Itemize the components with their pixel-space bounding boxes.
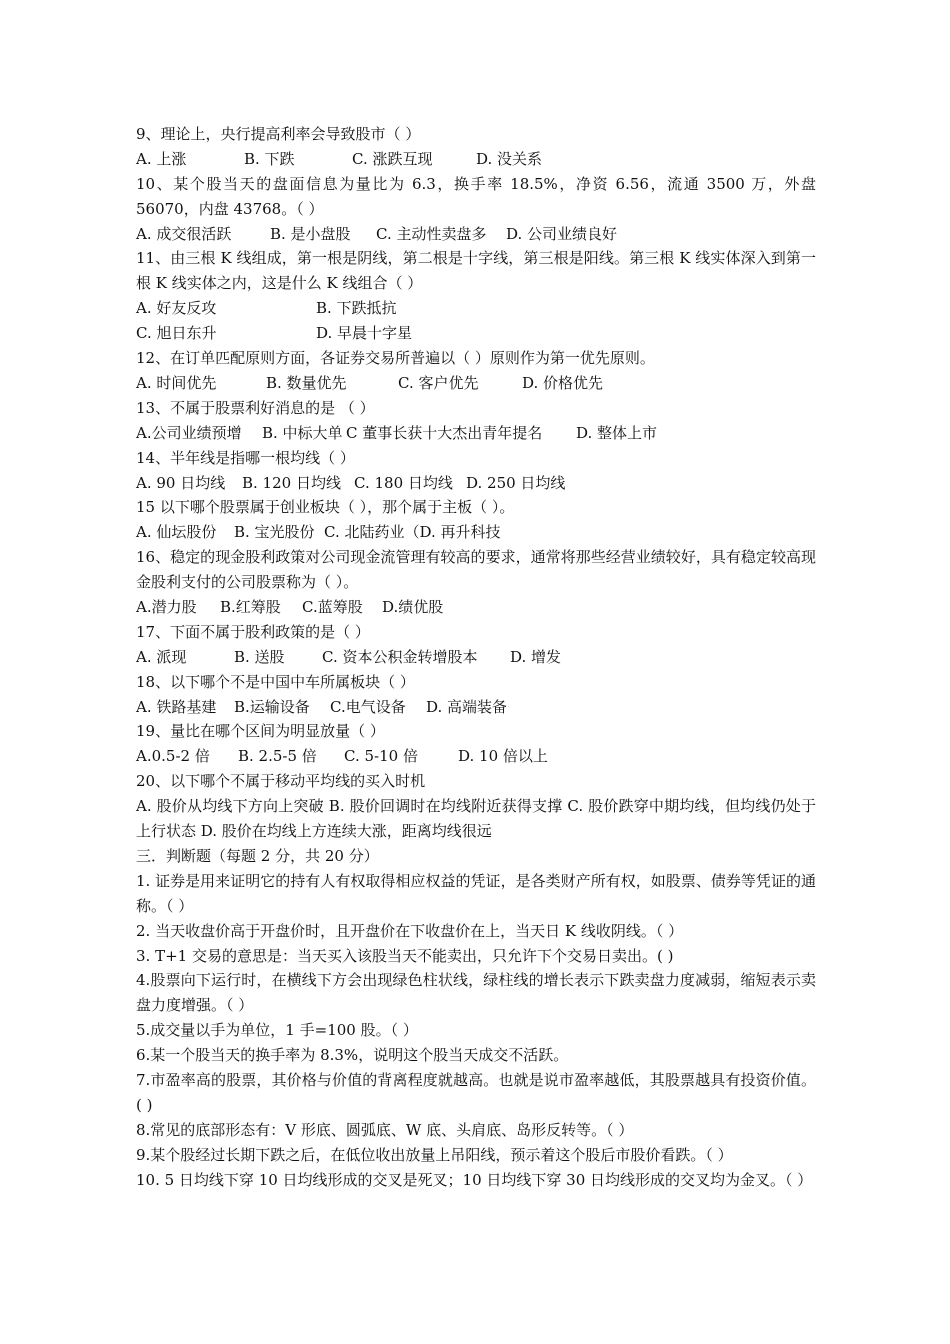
question-14-option-d: D. 250 日均线 (466, 473, 566, 492)
question-9-options (136, 147, 816, 172)
question-14-option-b: B. 120 日均线 (242, 473, 341, 492)
judgment-8: 8.常见的底部形态有：V 形底、圆弧底、W 底、头肩底、岛形反转等。（ ） (136, 1120, 634, 1139)
question-15-stem: 15 以下哪个股票属于创业板块（ ），那个属于主板（ ）。 (136, 498, 515, 517)
question-16-option-d: D.绩优股 (382, 598, 444, 617)
question-19-stem: 19、量比在哪个区间为明显放量（ ） (136, 722, 385, 741)
question-14-stem: 14、半年线是指哪一根均线（ ） (136, 448, 355, 467)
question-18-option-b: B.运输设备 (234, 697, 310, 716)
question-14-option-c: C. 180 日均线 (354, 473, 453, 492)
question-17-option-a: A. 派现 (136, 647, 187, 666)
question-9-option-b: B. 下跌 (244, 149, 295, 168)
question-19-option-d: D. 10 倍以上 (458, 747, 548, 766)
question-17-stem: 17、下面不属于股利政策的是（ ） (136, 622, 370, 641)
question-11-options-ab (136, 296, 816, 321)
question-15-option-cd: C. 北陆药业（D. 再升科技 (324, 523, 501, 542)
judgment-9: 9.某个股经过长期下跌之后，在低位收出放量上吊阳线，预示着这个股后市股价看跌。（ ） (136, 1145, 733, 1164)
judgment-4: 4.股票向下运行时，在横线下方会出现绿色柱状线，绿柱线的增长表示下跌卖盘力度减弱，缩短表示卖盘力度增强。（ ） (136, 971, 816, 1015)
question-17-option-b: B. 送股 (234, 647, 285, 666)
judgment-7: 7.市盈率高的股票，其价格与价值的背离程度就越高。也就是说市盈率越低，其股票越具有投资价值。( ) (136, 1071, 816, 1114)
question-12-option-d: D. 价格优先 (522, 373, 604, 392)
question-16-stem: 16、稳定的现金股利政策对公司现金流管理有较高的要求，通常将那些经营业绩较好，具有稳定较高现金股利支付的公司股票称为（ ）。 (136, 548, 816, 592)
question-9-stem: 9、理论上，央行提高利率会导致股市（ ） (136, 125, 421, 143)
question-20-options: A. 股价从均线下方向上突破 B. 股价回调时在均线附近获得支撑 C. 股价跌穿中期均线，但均线仍处于上行状态 D. 股价在均线上方连续大涨，距离均线很远 (136, 797, 816, 841)
question-16-options (136, 595, 816, 620)
judgment-3: 3. T+1 交易的意思是：当天买入该股当天不能卖出，只允许下个交易日卖出。( ) (136, 946, 674, 965)
question-19-option-c: C. 5-10 倍 (344, 747, 418, 766)
judgment-5: 5.成交量以手为单位，1 手=100 股。（ ） (136, 1021, 418, 1040)
question-13-options (136, 421, 816, 446)
question-16-option-a: A.潜力股 (136, 598, 197, 617)
question-9-option-d: D. 没关系 (476, 149, 543, 168)
question-15-option-a: A. 仙坛股份 (136, 523, 217, 542)
question-15-option-b: B. 宝光股份 (234, 523, 315, 542)
question-14-option-a: A. 90 日均线 (136, 473, 226, 492)
judgment-10: 10. 5 日均线下穿 10 日均线形成的交叉是死叉；10 日均线下穿 30 日均线形成的交叉均为金叉。（ ） (136, 1170, 813, 1189)
judgment-1: 1. 证券是用来证明它的持有人有权取得相应权益的凭证，是各类财产所有权，如股票、债券等凭证的通称。（ ） (136, 871, 816, 915)
judgment-2: 2. 当天收盘价高于开盘价时，且开盘价在下收盘价在上，当天日 K 线收阴线。（ ） (136, 921, 684, 940)
question-9-option-a: A. 上涨 (136, 149, 187, 168)
question-10-option-a: A. 成交很活跃 (136, 224, 232, 243)
document-page (136, 122, 816, 1193)
question-12-option-a: A. 时间优先 (136, 373, 217, 392)
question-12-stem: 12、在订单匹配原则方面，各证券交易所普遍以（ ）原则作为第一优先原则。 (136, 349, 655, 368)
question-13-stem: 13、不属于股票利好消息的是 （ ） (136, 398, 375, 417)
question-11-option-d: D. 早晨十字星 (316, 324, 413, 343)
question-14-options (136, 471, 816, 496)
question-9-option-c: C. 涨跌互现 (352, 149, 433, 168)
question-10-option-b: B. 是小盘股 (270, 224, 351, 243)
question-11-option-b: B. 下跌抵抗 (316, 299, 397, 318)
question-10-option-c: C. 主动性卖盘多 (376, 224, 487, 243)
question-18-option-d: D. 高端装备 (426, 697, 508, 716)
section-3-title: 三．判断题（每题 2 分，共 20 分） (136, 846, 379, 865)
question-19-option-b: B. 2.5-5 倍 (238, 747, 317, 766)
question-10-stem: 10、某个股当天的盘面信息为量比为 6.3，换手率 18.5%，净资 6.56，流通 3500 万，外盘 56070，内盘 43768。（ ） (136, 174, 816, 218)
question-18-option-c: C.电气设备 (330, 697, 406, 716)
question-11-option-a: A. 好友反攻 (136, 299, 217, 318)
judgment-6: 6.某一个股当天的换手率为 8.3%，说明这个股当天成交不活跃。 (136, 1046, 569, 1065)
question-13-option-a: A.公司业绩预增 (136, 423, 242, 442)
question-13-option-b: B. 中标大单 (262, 423, 343, 442)
question-11-stem: 11、由三根 K 线组成，第一根是阴线，第二根是十字线，第三根是阳线。第三根 K 线实体深入到第一根 K 线实体之内，这是什么 K 线组合（ ） (136, 249, 816, 293)
question-20-stem: 20、以下哪个不属于移动平均线的买入时机 (136, 772, 426, 791)
question-17-options (136, 645, 816, 670)
question-12-option-c: C. 客户优先 (398, 373, 479, 392)
question-10-options (136, 222, 816, 247)
question-18-stem: 18、以下哪个不是中国中车所属板块（ ） (136, 672, 415, 691)
question-13-option-d: D. 整体上市 (576, 423, 658, 442)
question-16-option-c: C.蓝筹股 (302, 598, 363, 617)
question-19-options (136, 744, 816, 769)
question-18-option-a: A. 铁路基建 (136, 697, 217, 716)
question-13-option-c: C 董事长获十大杰出青年提名 (346, 423, 543, 442)
question-15-options (136, 520, 816, 545)
question-11-options-cd (136, 321, 816, 346)
question-19-option-a: A.0.5-2 倍 (136, 747, 210, 766)
question-17-option-c: C. 资本公积金转增股本 (322, 647, 478, 666)
question-12-options (136, 371, 816, 396)
question-17-option-d: D. 增发 (510, 647, 562, 666)
question-12-option-b: B. 数量优先 (266, 373, 347, 392)
question-11-option-c: C. 旭日东升 (136, 324, 217, 343)
question-10-option-d: D. 公司业绩良好 (506, 224, 618, 243)
question-18-options (136, 695, 816, 720)
question-16-option-b: B.红筹股 (220, 598, 281, 617)
